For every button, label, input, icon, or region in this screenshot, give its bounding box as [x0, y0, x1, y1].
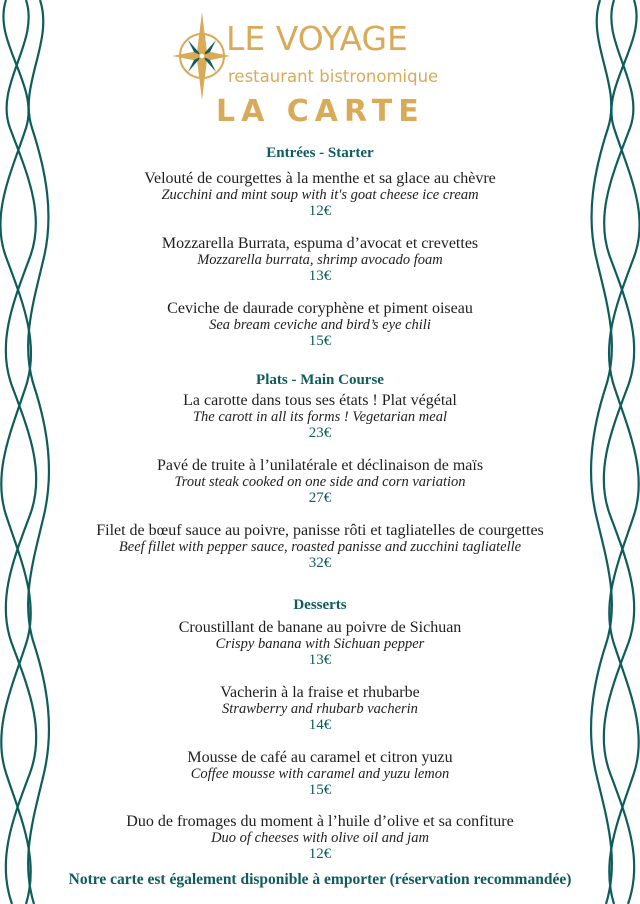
menu-item [60, 170, 580, 219]
menu-item [60, 813, 580, 862]
dish-price: 12€ [308, 846, 332, 862]
menu-item [60, 619, 580, 668]
dish-price: 15€ [308, 333, 332, 349]
wave-line [609, 0, 640, 904]
left-wave-border [0, 0, 56, 904]
compass-rose-icon [170, 10, 230, 100]
dish-price: 13€ [308, 268, 332, 284]
dish-price: 23€ [308, 425, 332, 441]
page-title: LA CARTE [216, 94, 425, 129]
section-title-desserts: Desserts [293, 597, 347, 613]
dish-name-fr: Ceviche de daurade coryphène et piment oiseau [167, 300, 473, 317]
dish-name-en: Trout steak cooked on one side and corn variation [174, 474, 466, 490]
menu-item [60, 235, 580, 284]
dish-name-fr: Pavé de truite à l’unilatérale et déclinaison de maïs [156, 457, 484, 474]
dish-name-en: Mozzarella burrata, shrimp avocado foam [197, 252, 443, 268]
dish-name-en: Zucchini and mint soup with it's goat cheese ice cream [161, 187, 479, 203]
dish-price: 12€ [308, 203, 332, 219]
menu-item [60, 749, 580, 798]
dish-name-en: The carott in all its forms ! Vegetarian meal [192, 409, 447, 425]
menu-item [60, 300, 580, 349]
dish-name-en: Sea bream ceviche and bird’s eye chili [209, 317, 431, 333]
menu-item [60, 684, 580, 733]
dish-price: 27€ [308, 490, 332, 506]
section-title-mains: Plats - Main Course [256, 372, 384, 388]
dish-price: 32€ [308, 555, 332, 571]
menu-item [60, 457, 580, 506]
section-title-starters: Entrées - Starter [266, 145, 374, 161]
brand-name: LE VOYAGE [226, 19, 408, 58]
brand-header [170, 6, 439, 129]
brand-subtitle: restaurant bistronomique [228, 67, 439, 86]
dish-name-fr: Mousse de café au caramel et citron yuzu [187, 749, 453, 766]
takeaway-note: Notre carte est également disponible à emporter (réservation recommandée) [68, 871, 572, 888]
dish-name-en: Coffee mousse with caramel and yuzu lemon [190, 766, 450, 782]
dish-name-fr: La carotte dans tous ses états ! Plat végétal [183, 392, 457, 409]
dish-name-fr: Vacherin à la fraise et rhubarbe [220, 684, 420, 701]
dish-name-fr: Filet de bœuf sauce au poivre, panisse rôti et tagliatelles de courgettes [96, 522, 544, 539]
dish-name-en: Crispy banana with Sichuan pepper [215, 636, 425, 652]
dish-price: 13€ [308, 652, 332, 668]
wave-line [604, 0, 634, 904]
dish-name-en: Duo of cheeses with olive oil and jam [211, 830, 429, 846]
dish-price: 14€ [308, 717, 332, 733]
dish-name-fr: Mozzarella Burrata, espuma d’avocat et crevettes [161, 235, 479, 252]
dish-name-fr: Croustillant de banane au poivre de Sichuan [178, 619, 462, 636]
wave-line [0, 0, 31, 904]
dish-name-fr: Velouté de courgettes à la menthe et sa glace au chèvre [144, 170, 496, 187]
dish-price: 15€ [308, 782, 332, 798]
menu-item [60, 392, 580, 441]
wave-line [6, 0, 36, 904]
dish-name-fr: Duo de fromages du moment à l’huile d’olive et sa confiture [126, 813, 514, 830]
dish-name-en: Beef fillet with pepper sauce, roasted panisse and zucchini tagliatelle [118, 539, 522, 555]
right-wave-border [584, 0, 640, 904]
dish-name-en: Strawberry and rhubarb vacherin [222, 701, 418, 717]
menu-item [60, 522, 580, 571]
